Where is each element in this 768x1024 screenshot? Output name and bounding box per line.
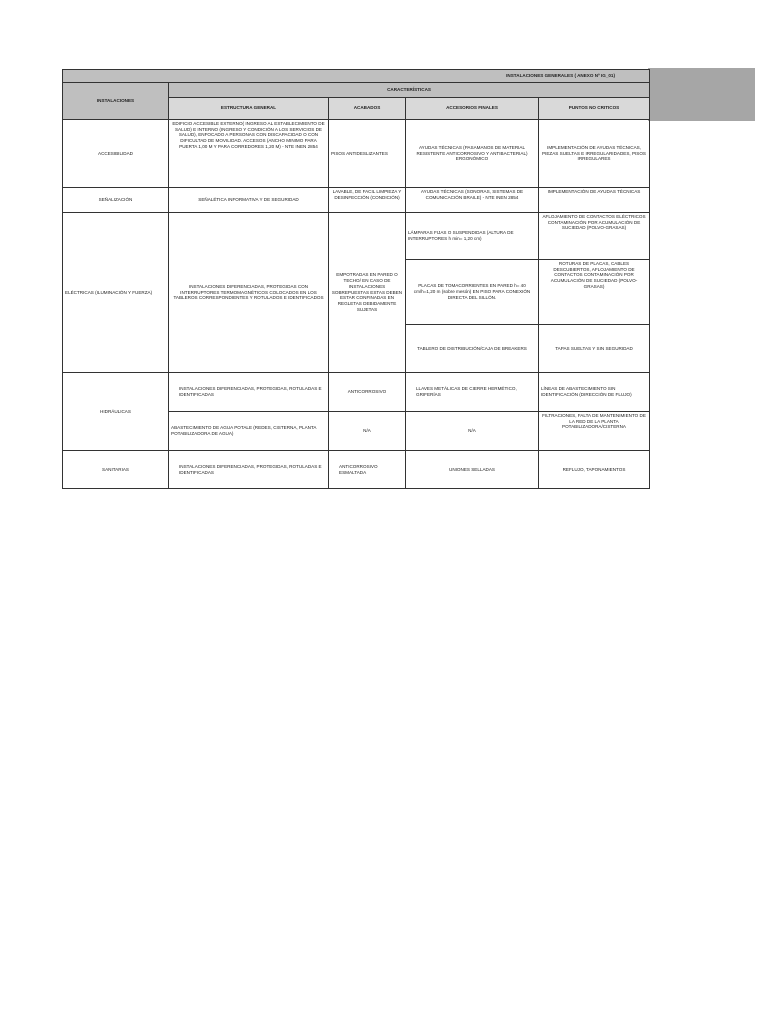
row-label-accesibilidad: ACCESIBILIDAD xyxy=(63,120,169,188)
cell-electricas-puntos-tapas: TAPAS SUELTAS Y SIN SEGURIDAD xyxy=(539,325,650,373)
cell-sanitarias-estructura: INSTALACIONES DIFERENCIADAS, PROTEGIDAS, ROTULADAS E IDENTIFICADAS xyxy=(169,451,329,489)
header-instalaciones: INSTALACIONES xyxy=(63,83,169,120)
row-label-electricas: ELÉCTRICAS (ILUMINACIÓN Y FUERZA) xyxy=(63,213,169,373)
header-estructura-general: ESTRUCTURA GENERAL xyxy=(169,97,329,119)
row-label-sanitarias: SANITARIAS xyxy=(63,451,169,489)
cell-hidraulicas-accesorios-1: LLAVES METÁLICAS DE CIERRE HERMÉTICO, GRIFERÍAS xyxy=(406,373,539,412)
cell-hidraulicas-puntos-1: LÍNEAS DE ABASTECIMIENTO SIN IDENTIFICACIÓN (DIRECCIÓN DE FLUJO) xyxy=(539,373,650,412)
row-label-senalizacion: SEÑALIZACIÓN xyxy=(63,188,169,213)
cell-electricas-accesorios-lamparas: LÁMPARAS FIJAS O SUSPENDIDAS (ALTURA DE INTERRUPTORES h min= 1,20 cm) xyxy=(406,213,539,260)
cell-electricas-accesorios-tomacorrientes: PLACAS DE TOMACORRIENTES EN PARED h= 40 cm/h=1,20 m (sobre mesón) EN PISO PARA CONEXIÓN DIRECTA DEL SILLÓN. xyxy=(406,260,539,325)
cell-accesibilidad-estructura: EDIFICIO ACCESIBLE EXTERNO( INGRESO AL ESTABLECIMIENTO DE SALUD) E INTERNO (INGRESO Y CONDICIÓN A LOS SERVICIOS DE SALUD), ENFOCADO A PERSONAS CON DISCAPACIDAD O CON DIFICULTAD DE MOVILIDAD. ACCESOS (ANCHO MINIMO PARA PUERTA 1,00 M Y PARA CORREDORES 1,20 M) - NTE INEN 2854 xyxy=(169,120,329,188)
header-puntos-no-criticos: PUNTOS NO CRITICOS xyxy=(539,97,650,119)
cell-sanitarias-accesorios: UNIONES SELLADAS xyxy=(406,451,539,489)
cell-hidraulicas-estructura-2: ABASTECIMIENTO DE AGUA POTALE (REDES, CISTERNA, PLANTA POTABILIZADORA DE AGUA) xyxy=(169,412,329,451)
cell-hidraulicas-estructura-1: INSTALACIONES DIFERENCIADAS, PROTEGIDAS, ROTULADAS E IDENTIFICADAS xyxy=(169,373,329,412)
cell-electricas-accesorios-tablero: TABLERO DE DISTRIBUCIÓN/CAJA DE BREAKERS xyxy=(406,325,539,373)
header-caracteristicas: CARACTERÍSTICAS xyxy=(169,83,650,98)
cell-senalizacion-estructura: SEÑALÉTICA INFORMATIVA Y DE SEGURIDAD xyxy=(169,188,329,213)
header-accesorios-finales: ACCESORIOS FINALES xyxy=(406,97,539,119)
cell-electricas-puntos-roturas: ROTURAS DE PLACAS, CABLES DESCUBIERTOS, AFLOJAMIENTO DE CONTACTOS CONTAMINACIÓN POR ACUMULACIÓN DE SUCIEDAD (POLVO-GRASAS) xyxy=(539,260,650,325)
cell-electricas-puntos-contactos: AFLOJAMIENTO DE CONTACTOS ELÉCTRICOS CONTAMINACIÓN POR ACUMULACIÓN DE SUCIEDAD (POLVO-GRASAS) xyxy=(539,213,650,260)
row-label-hidraulicas: HIDRÁULICAS xyxy=(63,373,169,451)
cell-senalizacion-puntos: IMPLEMENTACIÓN DE AYUDAS TÉCNICAS xyxy=(539,188,650,213)
installations-table xyxy=(62,69,650,489)
cell-electricas-estructura: INSTALACIONES DIFERENCIADAS, PROTEGIDAS CON INTERRUPTORES TERMOMAGNÉTICOS COLOCADOS EN LOS TABLEROS CORRESPONDIENTES Y ROTULADOS E IDENTIFICADOS xyxy=(169,213,329,373)
cell-senalizacion-accesorios: AYUDAS TÉCNICAS (SONORAS, SISTEMAS DE COMUNICACIÓN BRAILE) - NTE INEN 2854 xyxy=(406,188,539,213)
side-grey-block xyxy=(648,68,755,121)
cell-accesibilidad-acabados: PISOS ANTIDESLIZANTES xyxy=(329,120,406,188)
cell-accesibilidad-accesorios: AYUDAS TÉCNICAS (PASAMANOS DE MATERIAL RESISTENTE ANTICORROSIVO Y ANTIBACTERIAL) ERGONÓMICO xyxy=(406,120,539,188)
cell-hidraulicas-accesorios-2: N/A xyxy=(406,412,539,451)
cell-electricas-acabados: EMPOTRADAS EN PARED O TECHO/ EN CASO DE INSTALACIONES SOBREPUESTAS ESTAS DEBEN ESTAR CONFINADAS EN REGLETAS DEBIDAMENTE SUJETAS xyxy=(329,213,406,373)
cell-accesibilidad-puntos: IMPLEMENTACIÓN DE AYUDAS TÉCNICAS, PIEZAS SUELTAS E IRREGULARIDADES, PISOS IRREGULARES xyxy=(539,120,650,188)
cell-hidraulicas-acabados-1: ANTICORROSIVO xyxy=(329,373,406,412)
cell-senalizacion-acabados: LAVABLE, DE FACIL LIMPIEZA Y DESINFECCIÓN (CONDICIÓN) xyxy=(329,188,406,213)
cell-sanitarias-puntos: REFLUJO, TAPONAMIENTOS xyxy=(539,451,650,489)
cell-sanitarias-acabados: ANTICORROSIVO ESMALTADA xyxy=(329,451,406,489)
cell-hidraulicas-acabados-2: N/A xyxy=(329,412,406,451)
table-banner: INSTALACIONES GENERALES ( ANEXO Nº IG_01) xyxy=(63,70,650,83)
cell-hidraulicas-puntos-2: FILTRACIONES, FALTA DE MANTENIMIENTO DE LA RED DE LA PLANTA POTABILIZADORA/CISTERNA xyxy=(539,412,650,451)
header-acabados: ACABADOS xyxy=(329,97,406,119)
